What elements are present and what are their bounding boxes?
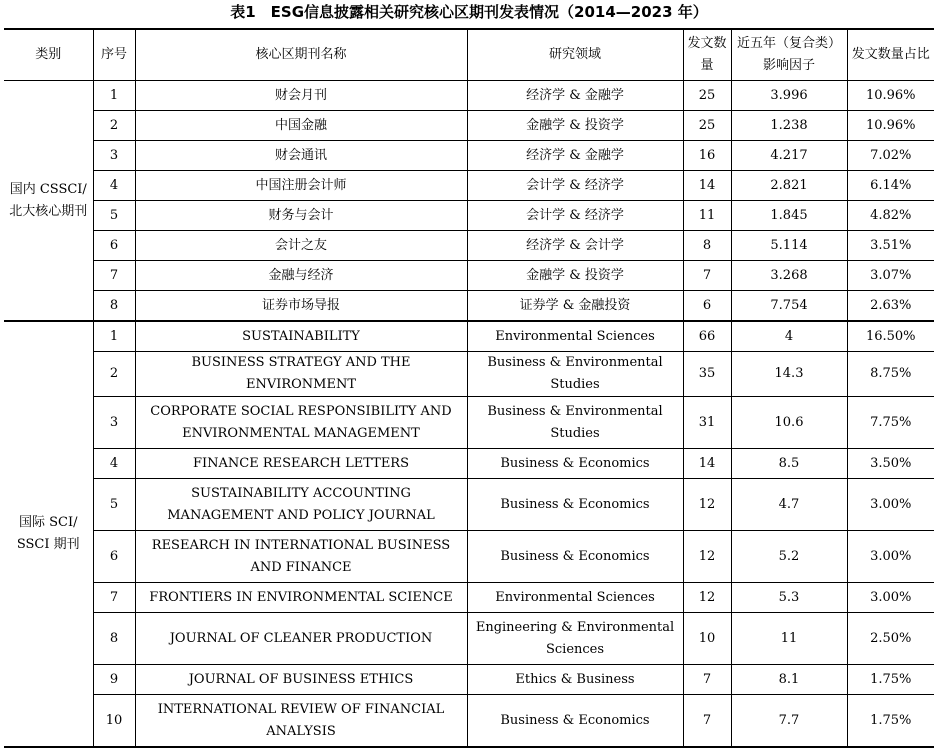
index-cell: 8	[93, 291, 135, 322]
index-cell: 6	[93, 531, 135, 583]
share-cell: 8.75%	[847, 352, 934, 397]
category-label: 国际 SCI/ SSCI 期刊	[16, 515, 80, 552]
research-field-cell: Environmental Sciences	[467, 321, 683, 352]
table-row	[4, 111, 934, 141]
index-cell: 4	[93, 449, 135, 479]
share-cell: 10.96%	[847, 81, 934, 111]
journal-name-cell: CORPORATE SOCIAL RESPONSIBILITY AND ENVIRONMENTAL MANAGEMENT	[135, 397, 467, 449]
share-cell: 3.07%	[847, 261, 934, 291]
journal-name-cell: 财务与会计	[135, 201, 467, 231]
category-label: 国内 CSSCI/ 北大核心期刊	[9, 181, 88, 219]
article-count-cell: 7	[683, 665, 731, 695]
journal-name-cell: SUSTAINABILITY	[135, 321, 467, 352]
share-cell: 3.50%	[847, 449, 934, 479]
article-count-cell: 12	[683, 479, 731, 531]
table-row	[4, 665, 934, 695]
impact-factor-cell: 5.114	[731, 231, 847, 261]
share-cell: 4.82%	[847, 201, 934, 231]
impact-factor-cell: 4.7	[731, 479, 847, 531]
article-count-cell: 66	[683, 321, 731, 352]
journal-name-cell: RESEARCH IN INTERNATIONAL BUSINESS AND FINANCE	[135, 531, 467, 583]
article-count-cell: 7	[683, 261, 731, 291]
article-count-cell: 10	[683, 613, 731, 665]
table-row	[4, 81, 934, 111]
impact-factor-cell: 3.996	[731, 81, 847, 111]
table-row	[4, 171, 934, 201]
article-count-cell: 16	[683, 141, 731, 171]
research-field-cell: 证券学 & 金融投资	[467, 291, 683, 322]
table-row	[4, 321, 934, 352]
header-category: 类别	[4, 29, 93, 81]
research-field-cell: Business & Economics	[467, 449, 683, 479]
table-header	[4, 29, 934, 81]
share-cell: 10.96%	[847, 111, 934, 141]
journal-name-cell: 财会月刊	[135, 81, 467, 111]
table-row	[4, 479, 934, 531]
journal-name-cell: 会计之友	[135, 231, 467, 261]
index-cell: 1	[93, 321, 135, 352]
article-count-cell: 7	[683, 695, 731, 748]
index-cell: 7	[93, 583, 135, 613]
journal-name-cell: JOURNAL OF CLEANER PRODUCTION	[135, 613, 467, 665]
research-field-cell: 经济学 & 会计学	[467, 231, 683, 261]
research-field-cell: Business & Economics	[467, 479, 683, 531]
share-cell: 16.50%	[847, 321, 934, 352]
index-cell: 1	[93, 81, 135, 111]
share-cell: 1.75%	[847, 695, 934, 748]
table-row	[4, 231, 934, 261]
share-cell: 2.50%	[847, 613, 934, 665]
research-field-cell: Environmental Sciences	[467, 583, 683, 613]
table-row	[4, 613, 934, 665]
impact-factor-cell: 7.754	[731, 291, 847, 322]
impact-factor-cell: 1.845	[731, 201, 847, 231]
share-cell: 7.02%	[847, 141, 934, 171]
table-row	[4, 449, 934, 479]
article-count-cell: 11	[683, 201, 731, 231]
table-row	[4, 291, 934, 322]
journal-name-cell: 金融与经济	[135, 261, 467, 291]
journal-name-cell: SUSTAINABILITY ACCOUNTING MANAGEMENT AND POLICY JOURNAL	[135, 479, 467, 531]
header-index: 序号	[93, 29, 135, 81]
journal-name-cell: 中国金融	[135, 111, 467, 141]
journal-name-cell: 财会通讯	[135, 141, 467, 171]
share-cell: 7.75%	[847, 397, 934, 449]
article-count-cell: 31	[683, 397, 731, 449]
journal-name-cell: BUSINESS STRATEGY AND THE ENVIRONMENT	[135, 352, 467, 397]
impact-factor-cell: 4	[731, 321, 847, 352]
table-row	[4, 583, 934, 613]
index-cell: 5	[93, 201, 135, 231]
share-cell: 6.14%	[847, 171, 934, 201]
impact-factor-cell: 4.217	[731, 141, 847, 171]
table-row	[4, 695, 934, 748]
impact-factor-cell: 7.7	[731, 695, 847, 748]
index-cell: 2	[93, 111, 135, 141]
header-impact: 近五年（复合类）影响因子	[731, 29, 847, 81]
impact-factor-cell: 3.268	[731, 261, 847, 291]
index-cell: 3	[93, 141, 135, 171]
table-row	[4, 201, 934, 231]
journal-name-cell: JOURNAL OF BUSINESS ETHICS	[135, 665, 467, 695]
impact-factor-cell: 1.238	[731, 111, 847, 141]
impact-factor-cell: 2.821	[731, 171, 847, 201]
table-row	[4, 261, 934, 291]
research-field-cell: Business & Environmental Studies	[467, 352, 683, 397]
article-count-cell: 8	[683, 231, 731, 261]
header-count: 发文数量	[683, 29, 731, 81]
research-field-cell: Business & Economics	[467, 531, 683, 583]
header-field: 研究领域	[467, 29, 683, 81]
share-cell: 3.00%	[847, 531, 934, 583]
impact-factor-cell: 5.2	[731, 531, 847, 583]
table-row	[4, 397, 934, 449]
article-count-cell: 35	[683, 352, 731, 397]
table-row	[4, 141, 934, 171]
journal-name-cell: INTERNATIONAL REVIEW OF FINANCIAL ANALYSIS	[135, 695, 467, 748]
impact-factor-cell: 11	[731, 613, 847, 665]
index-cell: 8	[93, 613, 135, 665]
research-field-cell: 金融学 & 投资学	[467, 111, 683, 141]
impact-factor-cell: 14.3	[731, 352, 847, 397]
research-field-cell: Business & Economics	[467, 695, 683, 748]
article-count-cell: 14	[683, 171, 731, 201]
index-cell: 2	[93, 352, 135, 397]
research-field-cell: Ethics & Business	[467, 665, 683, 695]
journal-name-cell: 证券市场导报	[135, 291, 467, 322]
index-cell: 4	[93, 171, 135, 201]
impact-factor-cell: 8.1	[731, 665, 847, 695]
share-cell: 3.00%	[847, 583, 934, 613]
impact-factor-cell: 10.6	[731, 397, 847, 449]
index-cell: 5	[93, 479, 135, 531]
article-count-cell: 14	[683, 449, 731, 479]
article-count-cell: 12	[683, 531, 731, 583]
research-field-cell: 经济学 & 金融学	[467, 81, 683, 111]
research-field-cell: 金融学 & 投资学	[467, 261, 683, 291]
journal-name-cell: FINANCE RESEARCH LETTERS	[135, 449, 467, 479]
research-field-cell: 会计学 & 经济学	[467, 171, 683, 201]
table-caption: 表1 ESG信息披露相关研究核心区期刊发表情况（2014—2023 年）	[230, 3, 708, 21]
index-cell: 6	[93, 231, 135, 261]
category-cell	[4, 321, 93, 747]
research-field-cell: 会计学 & 经济学	[467, 201, 683, 231]
header-share: 发文数量占比	[847, 29, 934, 81]
header-row	[4, 29, 934, 81]
table-body	[4, 81, 934, 748]
research-field-cell: Engineering & Environmental Sciences	[467, 613, 683, 665]
journal-name-cell: 中国注册会计师	[135, 171, 467, 201]
index-cell: 10	[93, 695, 135, 748]
impact-factor-cell: 5.3	[731, 583, 847, 613]
share-cell: 1.75%	[847, 665, 934, 695]
index-cell: 9	[93, 665, 135, 695]
impact-factor-cell: 8.5	[731, 449, 847, 479]
header-journal: 核心区期刊名称	[135, 29, 467, 81]
journal-name-cell: FRONTIERS IN ENVIRONMENTAL SCIENCE	[135, 583, 467, 613]
article-count-cell: 6	[683, 291, 731, 322]
index-cell: 7	[93, 261, 135, 291]
share-cell: 2.63%	[847, 291, 934, 322]
article-count-cell: 25	[683, 81, 731, 111]
article-count-cell: 12	[683, 583, 731, 613]
index-cell: 3	[93, 397, 135, 449]
table-row	[4, 352, 934, 397]
table-row	[4, 531, 934, 583]
article-count-cell: 25	[683, 111, 731, 141]
journal-table	[4, 28, 934, 748]
share-cell: 3.00%	[847, 479, 934, 531]
research-field-cell: 经济学 & 金融学	[467, 141, 683, 171]
research-field-cell: Business & Environmental Studies	[467, 397, 683, 449]
category-cell	[4, 81, 93, 322]
share-cell: 3.51%	[847, 231, 934, 261]
